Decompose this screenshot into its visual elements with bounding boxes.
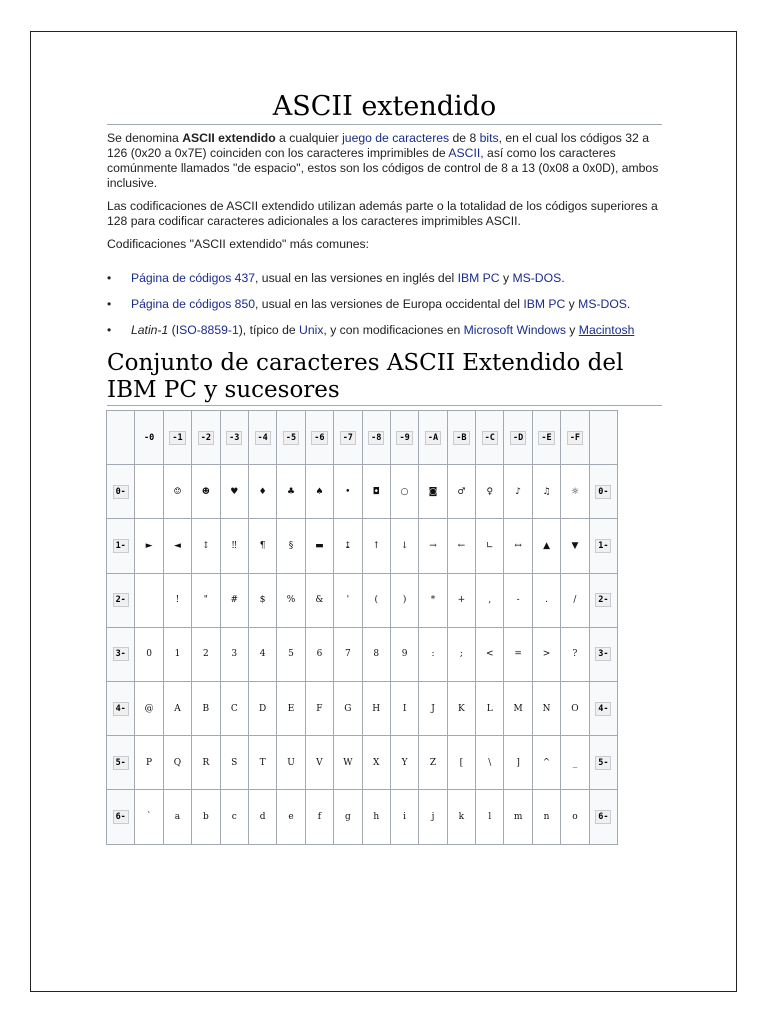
- character-cell: S: [220, 736, 248, 790]
- link-cp437[interactable]: Página de códigos 437: [131, 271, 256, 285]
- character-cell: U: [277, 736, 305, 790]
- page-title: ASCII extendido: [107, 90, 662, 125]
- italic-term: Latin-1: [131, 323, 169, 337]
- text: .: [626, 297, 631, 311]
- row-header: [589, 519, 617, 573]
- column-header-label: -1: [169, 431, 185, 445]
- character-cell: \: [476, 736, 504, 790]
- character-cell: -: [504, 573, 532, 627]
- text: .: [561, 271, 565, 285]
- character-cell: ‼: [220, 519, 248, 573]
- column-header: [305, 411, 333, 465]
- character-cell: ▼: [561, 519, 589, 573]
- character-cell: ]: [504, 736, 532, 790]
- column-header: [447, 411, 475, 465]
- column-header-label: -2: [198, 431, 214, 445]
- character-cell: e: [277, 790, 305, 844]
- character-cell: ↨: [334, 519, 362, 573]
- row-header-label: 4-: [113, 702, 129, 716]
- character-cell: /: [561, 573, 589, 627]
- character-cell: ¶: [248, 519, 276, 573]
- character-cell: +: [447, 573, 475, 627]
- character-cell: P: [135, 736, 163, 790]
- column-header-label: -9: [396, 431, 412, 445]
- table-corner-cell: [107, 411, 135, 465]
- character-cell: ☺: [163, 465, 191, 519]
- character-cell: ;: [447, 627, 475, 681]
- character-cell: 3: [220, 627, 248, 681]
- character-cell: ►: [135, 519, 163, 573]
- character-cell: ♣: [277, 465, 305, 519]
- text: , así como los caracteres comúnmente llamados "de espacio", estos son los códigos de control de 8 a 13 (0x08 a 0x0D), ambos inclusive.: [107, 146, 659, 190]
- character-cell: a: [163, 790, 191, 844]
- character-cell: k: [447, 790, 475, 844]
- row-header-label: 6-: [595, 810, 611, 824]
- character-cell: B: [192, 681, 220, 735]
- link-ms-dos[interactable]: MS-DOS: [512, 271, 562, 285]
- list-item: [131, 294, 662, 314]
- character-cell: ♀: [476, 465, 504, 519]
- column-header-label: -F: [567, 431, 583, 445]
- character-cell: J: [419, 681, 447, 735]
- character-cell: l: [476, 790, 504, 844]
- character-cell: X: [362, 736, 390, 790]
- column-header-label: -D: [510, 431, 526, 445]
- character-cell: ↔: [504, 519, 532, 573]
- character-cell: >: [532, 627, 560, 681]
- character-cell: ♂: [447, 465, 475, 519]
- table-row: [107, 681, 618, 735]
- text: , y con modificaciones en: [323, 323, 464, 337]
- row-header-label: 2-: [595, 593, 611, 607]
- character-cell: M: [504, 681, 532, 735]
- character-cell: O: [561, 681, 589, 735]
- character-cell: ▬: [305, 519, 333, 573]
- character-cell: ": [192, 573, 220, 627]
- character-cell: g: [334, 790, 362, 844]
- character-cell: E: [277, 681, 305, 735]
- character-cell: ': [334, 573, 362, 627]
- link-juego-de-caracteres[interactable]: juego de caracteres: [342, 131, 450, 145]
- character-cell: ☼: [561, 465, 589, 519]
- link-ascii[interactable]: ASCII: [448, 146, 481, 160]
- character-cell: ♦: [248, 465, 276, 519]
- link-iso-8859-1[interactable]: ISO-8859-1: [175, 323, 239, 337]
- character-cell: =: [504, 627, 532, 681]
- character-cell: 0: [135, 627, 163, 681]
- column-header-label: -A: [425, 431, 441, 445]
- row-header-label: 5-: [595, 756, 611, 770]
- character-cell: 5: [277, 627, 305, 681]
- character-cell: &: [305, 573, 333, 627]
- row-header: [107, 519, 135, 573]
- character-cell: 4: [248, 627, 276, 681]
- text: , en el cual los códigos 32 a 126 (0x20 a 0x7E) coinciden con los caracteres imprimibles de: [107, 131, 650, 160]
- list-item: [131, 320, 662, 340]
- table-row: [107, 736, 618, 790]
- character-cell: m: [504, 790, 532, 844]
- column-header-label: -E: [538, 431, 554, 445]
- character-cell: V: [305, 736, 333, 790]
- link-unix[interactable]: Unix: [299, 323, 324, 337]
- text: (: [168, 323, 176, 337]
- character-cell: 9: [390, 627, 418, 681]
- row-header-label: 1-: [595, 539, 611, 553]
- column-header: [561, 411, 589, 465]
- character-cell: ▲: [532, 519, 560, 573]
- character-cell: [: [447, 736, 475, 790]
- column-header: [390, 411, 418, 465]
- character-cell: !: [163, 573, 191, 627]
- character-cell: (: [362, 573, 390, 627]
- column-header-label: -0: [143, 432, 155, 443]
- character-cell: h: [362, 790, 390, 844]
- row-header: [589, 627, 617, 681]
- table-row: [107, 573, 618, 627]
- character-cell: :: [419, 627, 447, 681]
- character-cell: I: [390, 681, 418, 735]
- column-header-label: -C: [482, 431, 498, 445]
- row-header: [589, 790, 617, 844]
- table-header-row: [107, 411, 618, 465]
- column-header-label: -7: [340, 431, 356, 445]
- character-cell: ): [390, 573, 418, 627]
- column-header: [220, 411, 248, 465]
- character-cell: ,: [476, 573, 504, 627]
- column-header-label: -4: [255, 431, 271, 445]
- column-header: [277, 411, 305, 465]
- article-content: [107, 90, 662, 845]
- column-header-label: -8: [368, 431, 384, 445]
- character-cell: [135, 465, 163, 519]
- text: , usual en las versiones de Europa occidental del: [255, 297, 524, 311]
- table-row: [107, 627, 618, 681]
- character-cell: d: [248, 790, 276, 844]
- text: y: [565, 323, 579, 337]
- character-cell: →: [419, 519, 447, 573]
- encodings-list: [107, 268, 662, 340]
- character-cell: b: [192, 790, 220, 844]
- character-cell: G: [334, 681, 362, 735]
- text: de 8: [449, 131, 480, 145]
- character-cell: ◘: [362, 465, 390, 519]
- intro-paragraph-2: Las codificaciones de ASCII extendido utilizan además parte o la totalidad de los códigos superiores a 128 para codificar caracteres adicionales a los caracteres imprimibles ASCII.: [107, 199, 658, 228]
- character-cell: j: [419, 790, 447, 844]
- row-header-label: 1-: [113, 539, 129, 553]
- row-header: [589, 573, 617, 627]
- intro-paragraph-1: [107, 131, 662, 191]
- column-header: [362, 411, 390, 465]
- row-header: [107, 736, 135, 790]
- row-header-label: 6-: [113, 810, 129, 824]
- ascii-table: [106, 410, 618, 845]
- character-cell: D: [248, 681, 276, 735]
- character-cell: W: [334, 736, 362, 790]
- character-cell: ∟: [476, 519, 504, 573]
- character-cell: N: [532, 681, 560, 735]
- link-ibm-pc[interactable]: IBM PC: [523, 297, 566, 311]
- table-corner-cell: [589, 411, 617, 465]
- character-cell: `: [135, 790, 163, 844]
- character-cell: ↕: [192, 519, 220, 573]
- row-header-label: 3-: [113, 647, 129, 661]
- character-cell: *: [419, 573, 447, 627]
- character-cell: [135, 573, 163, 627]
- link-macintosh[interactable]: Macintosh: [578, 323, 635, 337]
- character-cell: .: [532, 573, 560, 627]
- column-header: [476, 411, 504, 465]
- character-cell: L: [476, 681, 504, 735]
- intro-paragraph-3: Codificaciones "ASCII extendido" más comunes:: [107, 237, 370, 251]
- character-cell: f: [305, 790, 333, 844]
- character-cell: 6: [305, 627, 333, 681]
- column-header: [163, 411, 191, 465]
- document-page: [30, 31, 737, 992]
- character-cell: 8: [362, 627, 390, 681]
- character-cell: c: [220, 790, 248, 844]
- link-ms-dos[interactable]: MS-DOS: [578, 297, 627, 311]
- character-cell: Q: [163, 736, 191, 790]
- character-cell: %: [277, 573, 305, 627]
- row-header-label: 2-: [113, 593, 129, 607]
- link-microsoft-windows[interactable]: Microsoft Windows: [463, 323, 566, 337]
- column-header: [334, 411, 362, 465]
- row-header: [107, 681, 135, 735]
- link-cp850[interactable]: Página de códigos 850: [131, 297, 256, 311]
- column-header: [135, 411, 163, 465]
- bold-term: ASCII extendido: [182, 131, 276, 145]
- row-header: [107, 573, 135, 627]
- column-header-label: -6: [311, 431, 327, 445]
- link-ibm-pc[interactable]: IBM PC: [457, 271, 500, 285]
- column-header: [504, 411, 532, 465]
- text: ), típico de: [238, 323, 300, 337]
- character-cell: ☻: [192, 465, 220, 519]
- text: y: [499, 271, 513, 285]
- row-header: [107, 627, 135, 681]
- character-cell: ↑: [362, 519, 390, 573]
- row-header: [107, 465, 135, 519]
- column-header: [192, 411, 220, 465]
- column-header: [532, 411, 560, 465]
- character-cell: ♠: [305, 465, 333, 519]
- character-cell: ♫: [532, 465, 560, 519]
- table-row: [107, 465, 618, 519]
- character-cell: K: [447, 681, 475, 735]
- character-cell: <: [476, 627, 504, 681]
- table-row: [107, 790, 618, 844]
- column-header-label: -B: [453, 431, 469, 445]
- character-cell: T: [248, 736, 276, 790]
- character-cell: ♪: [504, 465, 532, 519]
- row-header: [589, 465, 617, 519]
- character-cell: i: [390, 790, 418, 844]
- character-cell: @: [135, 681, 163, 735]
- column-header-label: -3: [226, 431, 242, 445]
- character-cell: A: [163, 681, 191, 735]
- character-cell: ◄: [163, 519, 191, 573]
- character-cell: ←: [447, 519, 475, 573]
- row-header-label: 0-: [595, 485, 611, 499]
- character-cell: ^: [532, 736, 560, 790]
- row-header-label: 0-: [113, 485, 129, 499]
- text: y: [565, 297, 579, 311]
- row-header: [589, 681, 617, 735]
- character-cell: ↓: [390, 519, 418, 573]
- character-cell: ♥: [220, 465, 248, 519]
- character-cell: $: [248, 573, 276, 627]
- character-cell: H: [362, 681, 390, 735]
- character-cell: C: [220, 681, 248, 735]
- character-cell: ◙: [419, 465, 447, 519]
- row-header-label: 5-: [113, 756, 129, 770]
- row-header-label: 4-: [595, 702, 611, 716]
- character-cell: •: [334, 465, 362, 519]
- text: , usual en las versiones en inglés del: [255, 271, 458, 285]
- text: Se denomina: [107, 131, 183, 145]
- character-cell: Z: [419, 736, 447, 790]
- row-header: [589, 736, 617, 790]
- character-cell: n: [532, 790, 560, 844]
- character-cell: #: [220, 573, 248, 627]
- character-cell: Y: [390, 736, 418, 790]
- row-header: [107, 790, 135, 844]
- character-cell: F: [305, 681, 333, 735]
- character-cell: _: [561, 736, 589, 790]
- column-header-label: -5: [283, 431, 299, 445]
- column-header: [419, 411, 447, 465]
- character-cell: 1: [163, 627, 191, 681]
- table-row: [107, 519, 618, 573]
- character-cell: ○: [390, 465, 418, 519]
- character-cell: §: [277, 519, 305, 573]
- column-header: [248, 411, 276, 465]
- character-cell: o: [561, 790, 589, 844]
- character-cell: 2: [192, 627, 220, 681]
- section-title: Conjunto de caracteres ASCII Extendido del IBM PC y sucesores: [107, 350, 662, 406]
- text: a cualquier: [275, 131, 343, 145]
- link-bits[interactable]: bits: [479, 131, 499, 145]
- character-cell: ?: [561, 627, 589, 681]
- character-cell: 7: [334, 627, 362, 681]
- character-cell: R: [192, 736, 220, 790]
- list-item: [131, 268, 662, 288]
- row-header-label: 3-: [595, 647, 611, 661]
